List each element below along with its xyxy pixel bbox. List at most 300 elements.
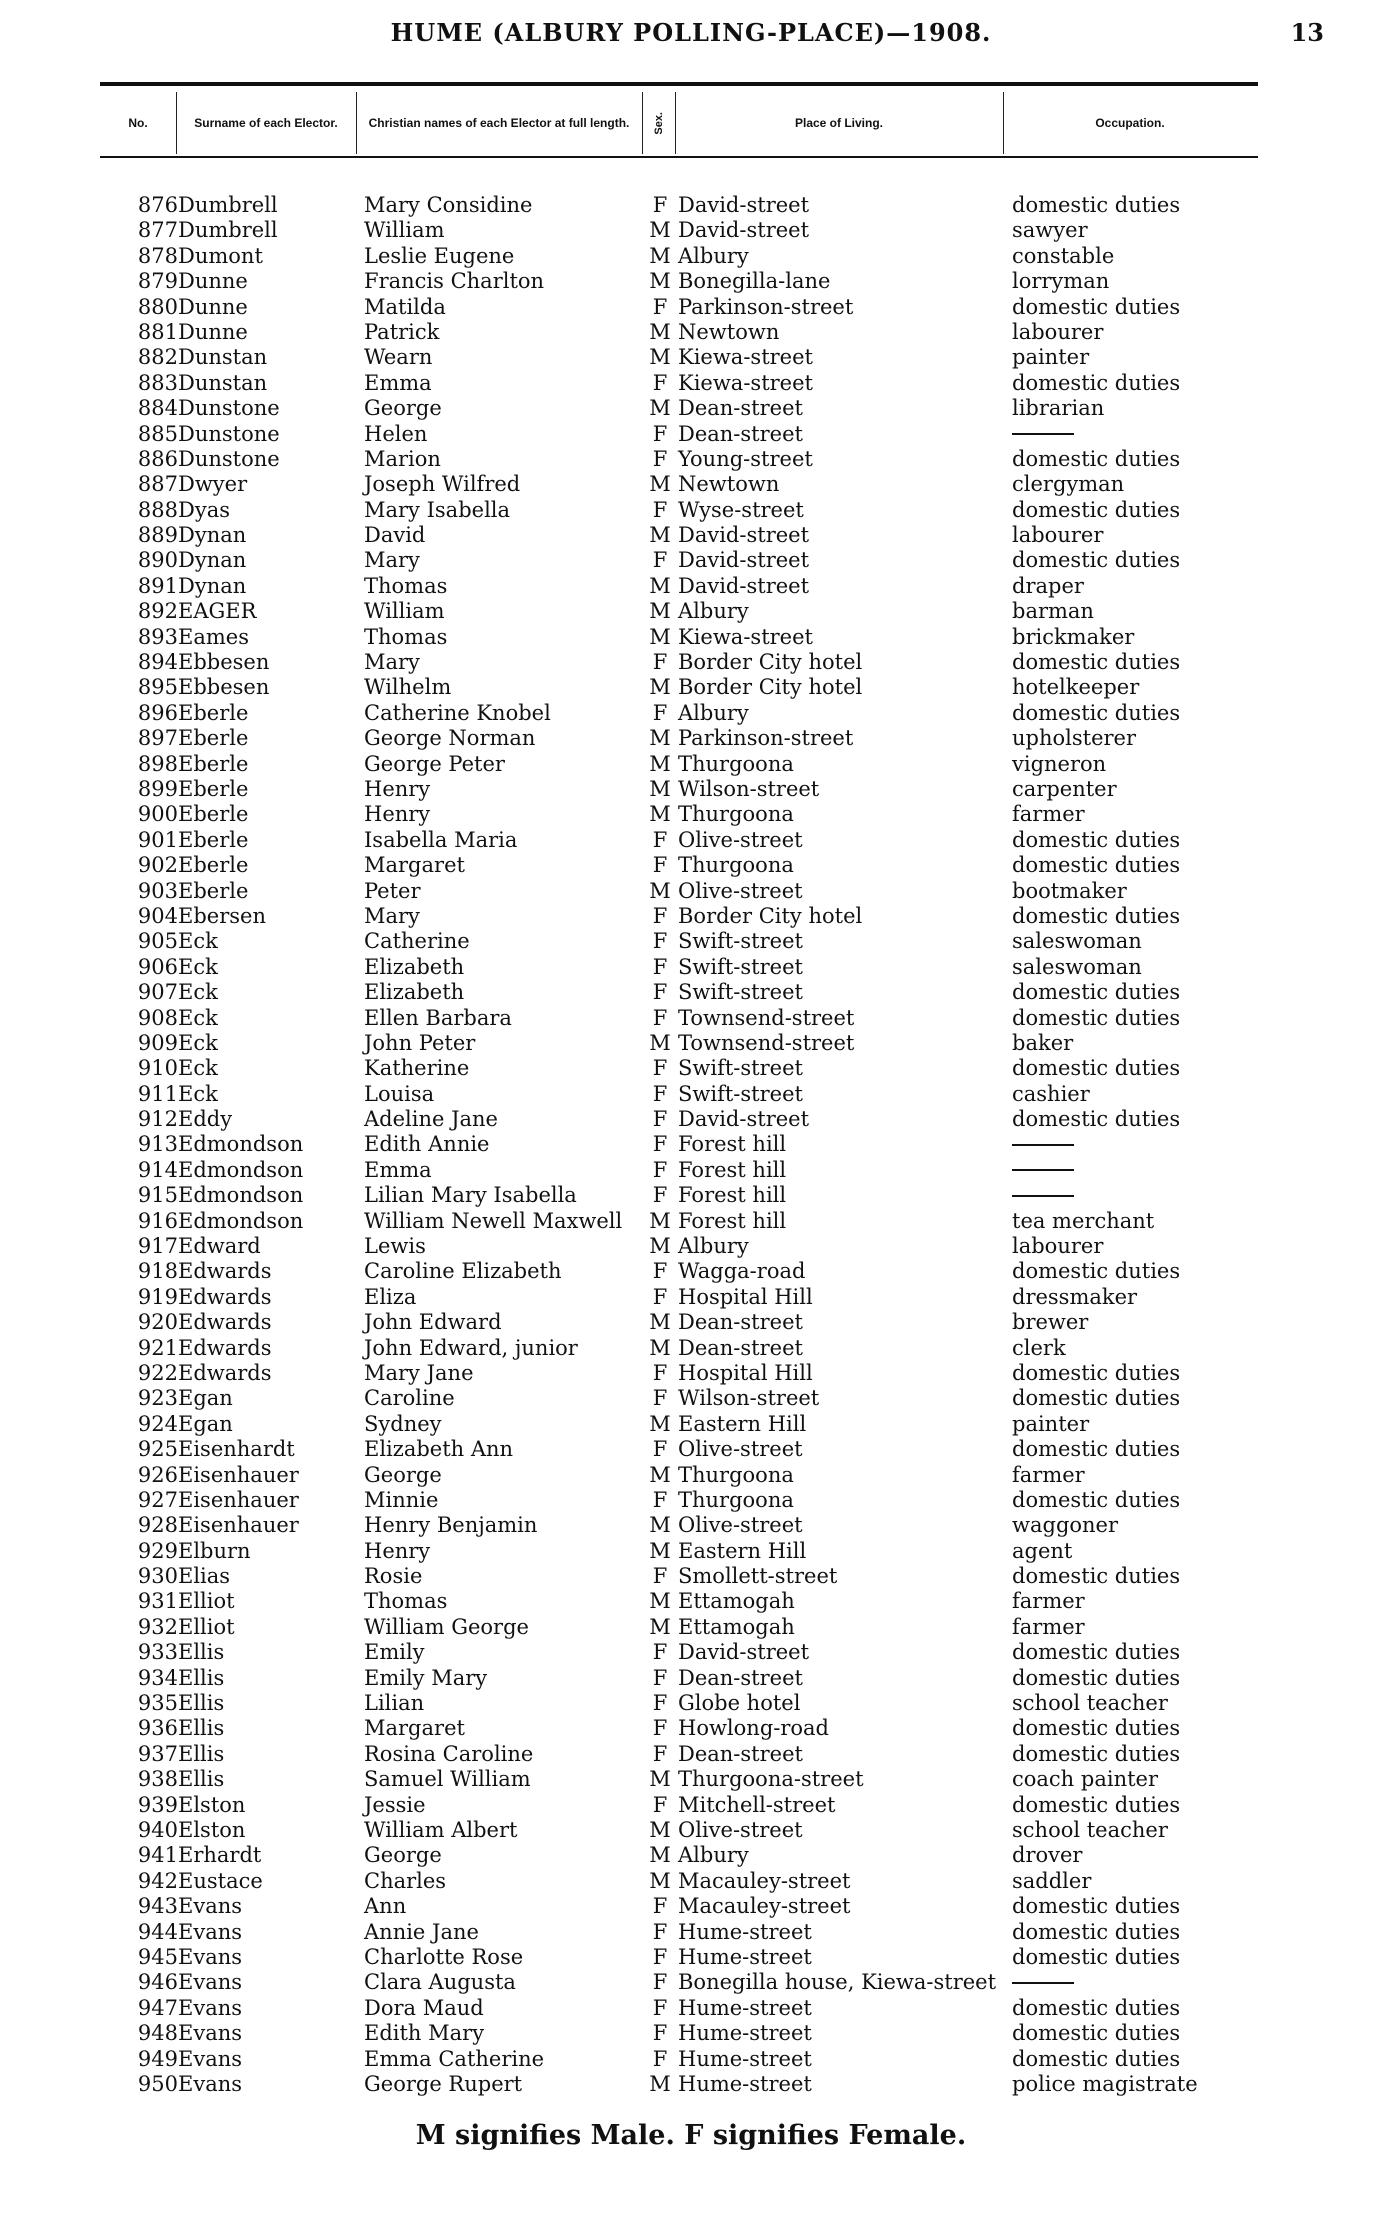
- elector-sex: F: [652, 1564, 668, 1589]
- elector-surname: Eberle: [178, 726, 249, 751]
- elector-sex: F: [652, 1995, 668, 2020]
- col-header-christian: Christian names of each Elector at full length.: [368, 116, 630, 130]
- elector-christian-names: Adeline Jane: [364, 1107, 498, 1132]
- elector-christian-names: Isabella Maria: [364, 827, 518, 852]
- elector-number: 929: [137, 1538, 178, 1563]
- elector-surname: Dunne: [178, 294, 248, 319]
- elector-number: 919: [137, 1284, 178, 1309]
- elector-occupation: drover: [1012, 1843, 1083, 1868]
- occupation-dash: [1012, 422, 1074, 447]
- elector-number: 887: [137, 472, 178, 497]
- elector-number: 889: [137, 523, 178, 548]
- elector-surname: Ebersen: [178, 903, 266, 928]
- table-row: [0, 650, 1382, 675]
- elector-table: [0, 193, 1382, 2097]
- col-header-sex: Sex.: [653, 111, 665, 135]
- elector-sex: M: [649, 472, 671, 497]
- elector-surname: Evans: [178, 1970, 243, 1995]
- table-row: [0, 1056, 1382, 1081]
- elector-occupation: vigneron: [1012, 751, 1107, 776]
- col-divider: [642, 92, 643, 154]
- table-row: [0, 1488, 1382, 1513]
- elector-place: Hume-street: [678, 1995, 812, 2020]
- table-row: [0, 244, 1382, 269]
- elector-christian-names: Peter: [364, 878, 421, 903]
- table-row: [0, 1513, 1382, 1538]
- elector-surname: Dunne: [178, 269, 248, 294]
- elector-occupation: cashier: [1012, 1081, 1090, 1106]
- elector-occupation: lorryman: [1012, 269, 1110, 294]
- elector-place: Swift-street: [678, 954, 803, 979]
- elector-occupation: saleswoman: [1012, 929, 1142, 954]
- table-row: [0, 548, 1382, 573]
- elector-place: Dean-street: [678, 1310, 803, 1335]
- elector-place: Kiewa-street: [678, 624, 813, 649]
- elector-surname: Edmondson: [178, 1183, 304, 1208]
- elector-sex: M: [649, 396, 671, 421]
- elector-number: 879: [137, 269, 178, 294]
- elector-occupation: school teacher: [1012, 1691, 1168, 1716]
- elector-place: Swift-street: [678, 929, 803, 954]
- elector-christian-names: Lewis: [364, 1234, 426, 1259]
- elector-number: 897: [137, 726, 178, 751]
- elector-occupation: domestic duties: [1012, 1716, 1181, 1741]
- elector-christian-names: Mary: [364, 903, 420, 928]
- elector-occupation: librarian: [1012, 396, 1105, 421]
- table-row: [0, 1742, 1382, 1767]
- elector-number: 947: [137, 1995, 178, 2020]
- elector-occupation: baker: [1012, 1030, 1074, 1055]
- col-divider: [176, 92, 177, 154]
- elector-christian-names: Leslie Eugene: [364, 243, 515, 268]
- elector-surname: Egan: [178, 1386, 233, 1411]
- elector-surname: Eddy: [178, 1107, 233, 1132]
- elector-surname: Dunstone: [178, 421, 280, 446]
- elector-sex: F: [652, 1259, 668, 1284]
- elector-number: 922: [137, 1360, 178, 1385]
- elector-number: 893: [137, 624, 178, 649]
- elector-place: Forest hill: [678, 1132, 787, 1157]
- elector-place: Newtown: [678, 472, 780, 497]
- elector-sex: M: [649, 1589, 671, 1614]
- elector-occupation: domestic duties: [1012, 650, 1181, 675]
- elector-christian-names: Rosina Caroline: [364, 1741, 534, 1766]
- elector-sex: F: [652, 827, 668, 852]
- table-row: [0, 1818, 1382, 1843]
- elector-place: Border City hotel: [678, 675, 863, 700]
- elector-place: Townsend-street: [678, 1030, 855, 1055]
- table-row: [0, 1970, 1382, 1995]
- elector-surname: Edmondson: [178, 1157, 304, 1182]
- elector-surname: Eberle: [178, 776, 249, 801]
- elector-number: 928: [137, 1513, 178, 1538]
- elector-sex: M: [649, 345, 671, 370]
- elector-surname: Dunstan: [178, 345, 268, 370]
- elector-number: 927: [137, 1487, 178, 1512]
- elector-number: 920: [137, 1310, 178, 1335]
- elector-place: Wagga-road: [678, 1259, 806, 1284]
- elector-number: 948: [137, 2021, 178, 2046]
- elector-number: 898: [137, 751, 178, 776]
- elector-number: 877: [137, 218, 178, 243]
- elector-place: Macauley-street: [678, 1894, 851, 1919]
- elector-number: 901: [137, 827, 178, 852]
- elector-place: Parkinson-street: [678, 294, 854, 319]
- elector-occupation: domestic duties: [1012, 1056, 1181, 1081]
- elector-christian-names: Elizabeth Ann: [364, 1437, 514, 1462]
- elector-sex: M: [649, 675, 671, 700]
- page-number: 13: [1290, 18, 1324, 47]
- elector-sex: M: [649, 1818, 671, 1842]
- elector-place: Swift-street: [678, 1081, 803, 1106]
- elector-christian-names: Henry: [364, 776, 431, 801]
- elector-surname: Eustace: [178, 1868, 263, 1893]
- elector-number: 934: [137, 1665, 178, 1690]
- elector-number: 923: [137, 1386, 178, 1411]
- elector-christian-names: Marion: [364, 446, 441, 471]
- elector-sex: F: [652, 1132, 668, 1157]
- elector-occupation: farmer: [1012, 1614, 1085, 1639]
- elector-place: Thurgoona-street: [678, 1767, 864, 1792]
- elector-sex: M: [649, 878, 671, 903]
- table-row: [0, 1615, 1382, 1640]
- elector-christian-names: Louisa: [364, 1081, 435, 1106]
- elector-place: David-street: [678, 548, 810, 573]
- elector-number: 876: [137, 193, 178, 217]
- elector-surname: Erhardt: [178, 1843, 262, 1868]
- elector-occupation: school teacher: [1012, 1818, 1168, 1842]
- elector-number: 925: [137, 1437, 178, 1462]
- elector-christian-names: Emma Catherine: [364, 2046, 545, 2071]
- elector-surname: Eberle: [178, 700, 249, 725]
- elector-sex: M: [649, 1208, 671, 1233]
- elector-sex: F: [652, 1919, 668, 1944]
- elector-occupation: saddler: [1012, 1868, 1092, 1893]
- elector-surname: Eck: [178, 1081, 218, 1106]
- table-row: [0, 1183, 1382, 1208]
- table-row: [0, 193, 1382, 218]
- elector-number: 892: [137, 599, 178, 624]
- elector-christian-names: Emily Mary: [364, 1665, 488, 1690]
- elector-number: 933: [137, 1640, 178, 1665]
- elector-christian-names: Katherine: [364, 1056, 470, 1081]
- elector-sex: F: [652, 294, 668, 319]
- elector-christian-names: Emma: [364, 1157, 432, 1182]
- elector-occupation: domestic duties: [1012, 903, 1181, 928]
- elector-place: David-street: [678, 523, 810, 548]
- elector-sex: M: [649, 269, 671, 294]
- elector-place: Albury: [678, 599, 749, 624]
- elector-sex: F: [652, 1894, 668, 1919]
- elector-surname: Elston: [178, 1818, 246, 1842]
- elector-occupation: hotelkeeper: [1012, 675, 1140, 700]
- table-row: [0, 1564, 1382, 1589]
- elector-sex: M: [649, 1614, 671, 1639]
- elector-occupation: clerk: [1012, 1335, 1066, 1360]
- elector-sex: F: [652, 1360, 668, 1385]
- elector-christian-names: Dora Maud: [364, 1995, 484, 2020]
- elector-christian-names: Caroline Elizabeth: [364, 1259, 562, 1284]
- elector-sex: F: [652, 421, 668, 446]
- table-row: [0, 599, 1382, 624]
- table-row: [0, 345, 1382, 370]
- elector-number: 924: [137, 1411, 178, 1436]
- elector-occupation: domestic duties: [1012, 1894, 1181, 1919]
- elector-number: 916: [137, 1208, 178, 1233]
- elector-sex: F: [652, 193, 668, 217]
- header-underline: [100, 156, 1258, 158]
- elector-surname: Eberle: [178, 802, 249, 827]
- elector-christian-names: Francis Charlton: [364, 269, 545, 294]
- elector-sex: F: [652, 2046, 668, 2071]
- elector-surname: Dumont: [178, 243, 263, 268]
- table-row: [0, 422, 1382, 447]
- elector-christian-names: Mary Isabella: [364, 497, 511, 522]
- table-row: [0, 1082, 1382, 1107]
- elector-christian-names: Lilian Mary Isabella: [364, 1183, 577, 1208]
- table-row: [0, 726, 1382, 751]
- elector-sex: F: [652, 1081, 668, 1106]
- elector-number: 926: [137, 1462, 178, 1487]
- elector-sex: F: [652, 980, 668, 1005]
- elector-number: 909: [137, 1030, 178, 1055]
- elector-occupation: agent: [1012, 1538, 1073, 1563]
- elector-christian-names: Margaret: [364, 853, 465, 878]
- elector-occupation: domestic duties: [1012, 370, 1181, 395]
- elector-place: Newtown: [678, 319, 780, 344]
- elector-occupation: farmer: [1012, 802, 1085, 827]
- elector-sex: M: [649, 599, 671, 624]
- elector-sex: F: [652, 1284, 668, 1309]
- elector-place: Border City hotel: [678, 903, 863, 928]
- table-row: [0, 625, 1382, 650]
- elector-number: 885: [137, 421, 178, 446]
- elector-place: Bonegilla-lane: [678, 269, 831, 294]
- elector-sex: M: [649, 1843, 671, 1868]
- elector-occupation: domestic duties: [1012, 497, 1181, 522]
- elector-sex: M: [649, 1513, 671, 1538]
- elector-surname: Eisenhardt: [178, 1437, 295, 1462]
- elector-occupation: domestic duties: [1012, 1741, 1181, 1766]
- elector-christian-names: Mary: [364, 650, 420, 675]
- elector-number: 903: [137, 878, 178, 903]
- table-row: [0, 1336, 1382, 1361]
- elector-occupation: domestic duties: [1012, 1995, 1181, 2020]
- elector-christian-names: William Newell Maxwell: [364, 1208, 623, 1233]
- elector-number: 880: [137, 294, 178, 319]
- table-row: [0, 701, 1382, 726]
- elector-surname: Eck: [178, 980, 218, 1005]
- elector-number: 930: [137, 1564, 178, 1589]
- table-row: [0, 1107, 1382, 1132]
- elector-place: Swift-street: [678, 1056, 803, 1081]
- elector-occupation: domestic duties: [1012, 1944, 1181, 1969]
- elector-occupation: constable: [1012, 243, 1115, 268]
- elector-surname: Eberle: [178, 878, 249, 903]
- elector-christian-names: Annie Jane: [364, 1919, 479, 1944]
- elector-christian-names: John Edward, junior: [364, 1335, 578, 1360]
- elector-occupation: waggoner: [1012, 1513, 1119, 1538]
- table-row: [0, 777, 1382, 802]
- elector-number: 917: [137, 1234, 178, 1259]
- elector-christian-names: John Peter: [364, 1030, 476, 1055]
- elector-place: Albury: [678, 1843, 749, 1868]
- elector-occupation: domestic duties: [1012, 1386, 1181, 1411]
- elector-number: 940: [137, 1818, 178, 1842]
- table-row: [0, 574, 1382, 599]
- elector-sex: M: [649, 726, 671, 751]
- elector-christian-names: Ann: [364, 1894, 407, 1919]
- elector-number: 895: [137, 675, 178, 700]
- table-row: [0, 1793, 1382, 1818]
- elector-place: David-street: [678, 193, 810, 217]
- occupation-dash: [1012, 1183, 1074, 1208]
- table-row: [0, 1259, 1382, 1284]
- elector-sex: M: [649, 1462, 671, 1487]
- elector-sex: M: [649, 1030, 671, 1055]
- elector-sex: M: [649, 1868, 671, 1893]
- elector-occupation: upholsterer: [1012, 726, 1137, 751]
- elector-place: Thurgoona: [678, 1487, 794, 1512]
- elector-sex: F: [652, 548, 668, 573]
- elector-occupation: domestic duties: [1012, 853, 1181, 878]
- elector-place: Forest hill: [678, 1183, 787, 1208]
- elector-sex: F: [652, 954, 668, 979]
- elector-number: 939: [137, 1792, 178, 1817]
- elector-place: David-street: [678, 1640, 810, 1665]
- elector-place: Hume-street: [678, 2071, 812, 2096]
- elector-surname: Ebbesen: [178, 675, 270, 700]
- elector-sex: F: [652, 1005, 668, 1030]
- elector-surname: Edwards: [178, 1360, 272, 1385]
- elector-place: Dean-street: [678, 1665, 803, 1690]
- elector-sex: F: [652, 2021, 668, 2046]
- table-row: [0, 828, 1382, 853]
- elector-occupation: domestic duties: [1012, 700, 1181, 725]
- elector-place: Hume-street: [678, 2046, 812, 2071]
- elector-place: Kiewa-street: [678, 345, 813, 370]
- elector-number: 931: [137, 1589, 178, 1614]
- elector-place: Thurgoona: [678, 751, 794, 776]
- elector-surname: Eisenhauer: [178, 1487, 299, 1512]
- table-row: [0, 1996, 1382, 2021]
- elector-christian-names: Charlotte Rose: [364, 1944, 524, 1969]
- elector-christian-names: Joseph Wilfred: [364, 472, 521, 497]
- elector-occupation: domestic duties: [1012, 1919, 1181, 1944]
- elector-sex: F: [652, 1487, 668, 1512]
- elector-occupation: domestic duties: [1012, 1259, 1181, 1284]
- elector-place: Albury: [678, 243, 749, 268]
- table-row: [0, 1716, 1382, 1741]
- elector-christian-names: Emily: [364, 1640, 425, 1665]
- elector-christian-names: John Edward: [364, 1310, 502, 1335]
- elector-occupation: brickmaker: [1012, 624, 1135, 649]
- elector-place: Dean-street: [678, 396, 803, 421]
- elector-number: 921: [137, 1335, 178, 1360]
- elector-sex: F: [652, 1437, 668, 1462]
- elector-surname: Dyas: [178, 497, 230, 522]
- elector-occupation: domestic duties: [1012, 294, 1181, 319]
- elector-surname: Elston: [178, 1792, 246, 1817]
- elector-occupation: labourer: [1012, 319, 1104, 344]
- elector-surname: Ebbesen: [178, 650, 270, 675]
- elector-christian-names: Henry Benjamin: [364, 1513, 538, 1538]
- elector-number: 878: [137, 243, 178, 268]
- elector-sex: F: [652, 497, 668, 522]
- elector-sex: M: [649, 573, 671, 598]
- col-header-no: No.: [128, 116, 148, 130]
- elector-occupation: coach painter: [1012, 1767, 1158, 1792]
- occupation-dash: [1012, 1132, 1074, 1157]
- elector-number: 883: [137, 370, 178, 395]
- elector-occupation: carpenter: [1012, 776, 1117, 801]
- col-header-place: Place of Living.: [794, 116, 884, 130]
- elector-christian-names: George Peter: [364, 751, 505, 776]
- elector-place: Hume-street: [678, 1944, 812, 1969]
- elector-surname: Dunne: [178, 319, 248, 344]
- elector-number: 949: [137, 2046, 178, 2071]
- elector-sex: F: [652, 1970, 668, 1995]
- elector-occupation: farmer: [1012, 1462, 1085, 1487]
- table-row: [0, 472, 1382, 497]
- elector-christian-names: Minnie: [364, 1487, 439, 1512]
- elector-occupation: domestic duties: [1012, 2021, 1181, 2046]
- elector-place: Eastern Hill: [678, 1538, 807, 1563]
- elector-occupation: brewer: [1012, 1310, 1089, 1335]
- elector-number: 915: [137, 1183, 178, 1208]
- elector-place: Wyse-street: [678, 497, 804, 522]
- elector-christian-names: Henry: [364, 802, 431, 827]
- elector-christian-names: Edith Mary: [364, 2021, 485, 2046]
- elector-surname: Evans: [178, 2021, 243, 2046]
- col-divider: [675, 92, 676, 154]
- elector-occupation: domestic duties: [1012, 548, 1181, 573]
- elector-place: Olive-street: [678, 1513, 803, 1538]
- elector-occupation: farmer: [1012, 1589, 1085, 1614]
- elector-sex: F: [652, 1157, 668, 1182]
- elector-surname: Dumbrell: [178, 193, 278, 217]
- table-row: [0, 1386, 1382, 1411]
- elector-surname: Dynan: [178, 523, 247, 548]
- elector-sex: F: [652, 1640, 668, 1665]
- elector-number: 904: [137, 903, 178, 928]
- elector-sex: F: [652, 1665, 668, 1690]
- elector-christian-names: Elizabeth: [364, 954, 465, 979]
- elector-sex: F: [652, 1386, 668, 1411]
- elector-place: Hume-street: [678, 2021, 812, 2046]
- elector-sex: M: [649, 319, 671, 344]
- elector-sex: F: [652, 1056, 668, 1081]
- elector-christian-names: Thomas: [364, 624, 448, 649]
- elector-number: 881: [137, 319, 178, 344]
- table-row: [0, 1767, 1382, 1792]
- elector-sex: F: [652, 1691, 668, 1716]
- elector-number: 905: [137, 929, 178, 954]
- table-row: [0, 523, 1382, 548]
- elector-surname: Ellis: [178, 1691, 225, 1716]
- elector-place: David-street: [678, 573, 810, 598]
- table-row: [0, 1869, 1382, 1894]
- elector-surname: Eisenhauer: [178, 1513, 299, 1538]
- elector-number: 918: [137, 1259, 178, 1284]
- table-row: [0, 853, 1382, 878]
- elector-christian-names: Eliza: [364, 1284, 417, 1309]
- elector-christian-names: Samuel William: [364, 1767, 531, 1792]
- table-row: [0, 1463, 1382, 1488]
- table-row: [0, 1945, 1382, 1970]
- elector-place: David-street: [678, 218, 810, 243]
- elector-number: 900: [137, 802, 178, 827]
